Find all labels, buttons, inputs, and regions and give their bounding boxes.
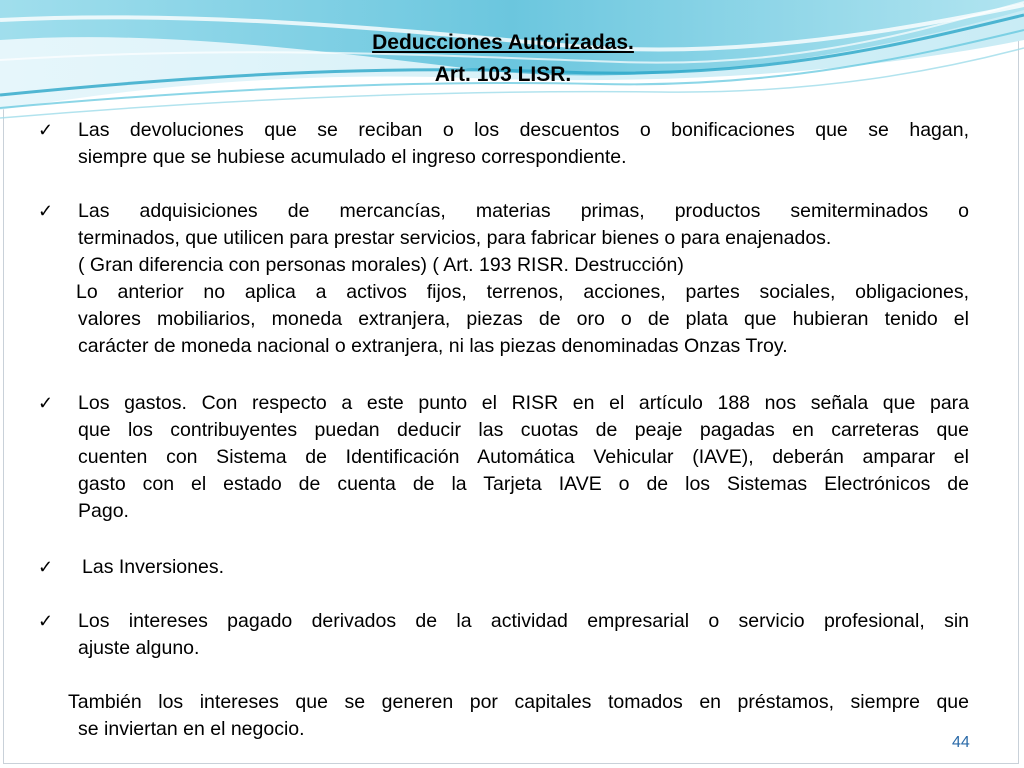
bullet-line: siempre que se hubiese acumulado el ingreso correspondiente. <box>78 146 627 168</box>
paragraph-line: También los intereses que se generen por capitales tomados en préstamos, siempre que <box>68 691 969 713</box>
bullet-inversiones <box>82 554 973 581</box>
bullet-intereses <box>78 608 969 662</box>
bullet-devoluciones <box>78 117 969 171</box>
paragraph-line: valores mobiliarios, moneda extranjera, piezas de oro o de plata que hubieran tenido el <box>78 308 969 330</box>
slide-title: Deducciones Autorizadas. <box>372 31 634 54</box>
bullet-line: gasto con el estado de cuenta de la Tarjeta IAVE o de los Sistemas Electrónicos de <box>78 473 969 495</box>
checkmark-icon: ✓ <box>38 120 54 140</box>
paragraph-lo-anterior <box>76 279 969 360</box>
checkmark-icon: ✓ <box>38 393 54 413</box>
paragraph-tambien <box>68 689 969 743</box>
bullet-line: terminados, que utilicen para prestar servicios, para fabricar bienes o para enajenados. <box>78 227 832 249</box>
bullet-line: ajuste alguno. <box>78 637 200 659</box>
checkmark-icon: ✓ <box>38 611 54 631</box>
paragraph-line: carácter de moneda nacional o extranjera, ni las piezas denominadas Onzas Troy. <box>78 335 788 357</box>
bullet-line: que los contribuyentes puedan deducir las cuotas de peaje pagadas en carreteras que <box>78 419 969 441</box>
bullet-line: Los intereses pagado derivados de la actividad empresarial o servicio profesional, sin <box>78 610 969 632</box>
paragraph-line: se inviertan en el negocio. <box>78 718 305 740</box>
bullet-line: ( Gran diferencia con personas morales) ( Art. 193 RISR. Destrucción) <box>78 254 684 276</box>
slide-subtitle: Art. 103 LISR. <box>434 63 572 86</box>
bullet-line: Las Inversiones. <box>82 556 224 578</box>
bullet-line: cuenten con Sistema de Identificación Automática Vehicular (IAVE), deberán amparar el <box>78 446 969 468</box>
paragraph-line: Lo anterior no aplica a activos fijos, terrenos, acciones, partes sociales, obligaciones, <box>76 281 969 303</box>
page-number: 44 <box>952 734 970 751</box>
checkmark-icon: ✓ <box>38 201 54 221</box>
bullet-line: Las adquisiciones de mercancías, materias primas, productos semiterminados o <box>78 200 969 222</box>
checkmark-icon: ✓ <box>38 557 54 577</box>
bullet-gastos <box>78 390 969 525</box>
bullet-adquisiciones <box>78 198 969 279</box>
bullet-line: Pago. <box>78 500 129 522</box>
bullet-line: Las devoluciones que se reciban o los descuentos o bonificaciones que se hagan, <box>78 119 969 141</box>
bullet-line: Los gastos. Con respecto a este punto el RISR en el artículo 188 nos señala que para <box>78 392 969 414</box>
